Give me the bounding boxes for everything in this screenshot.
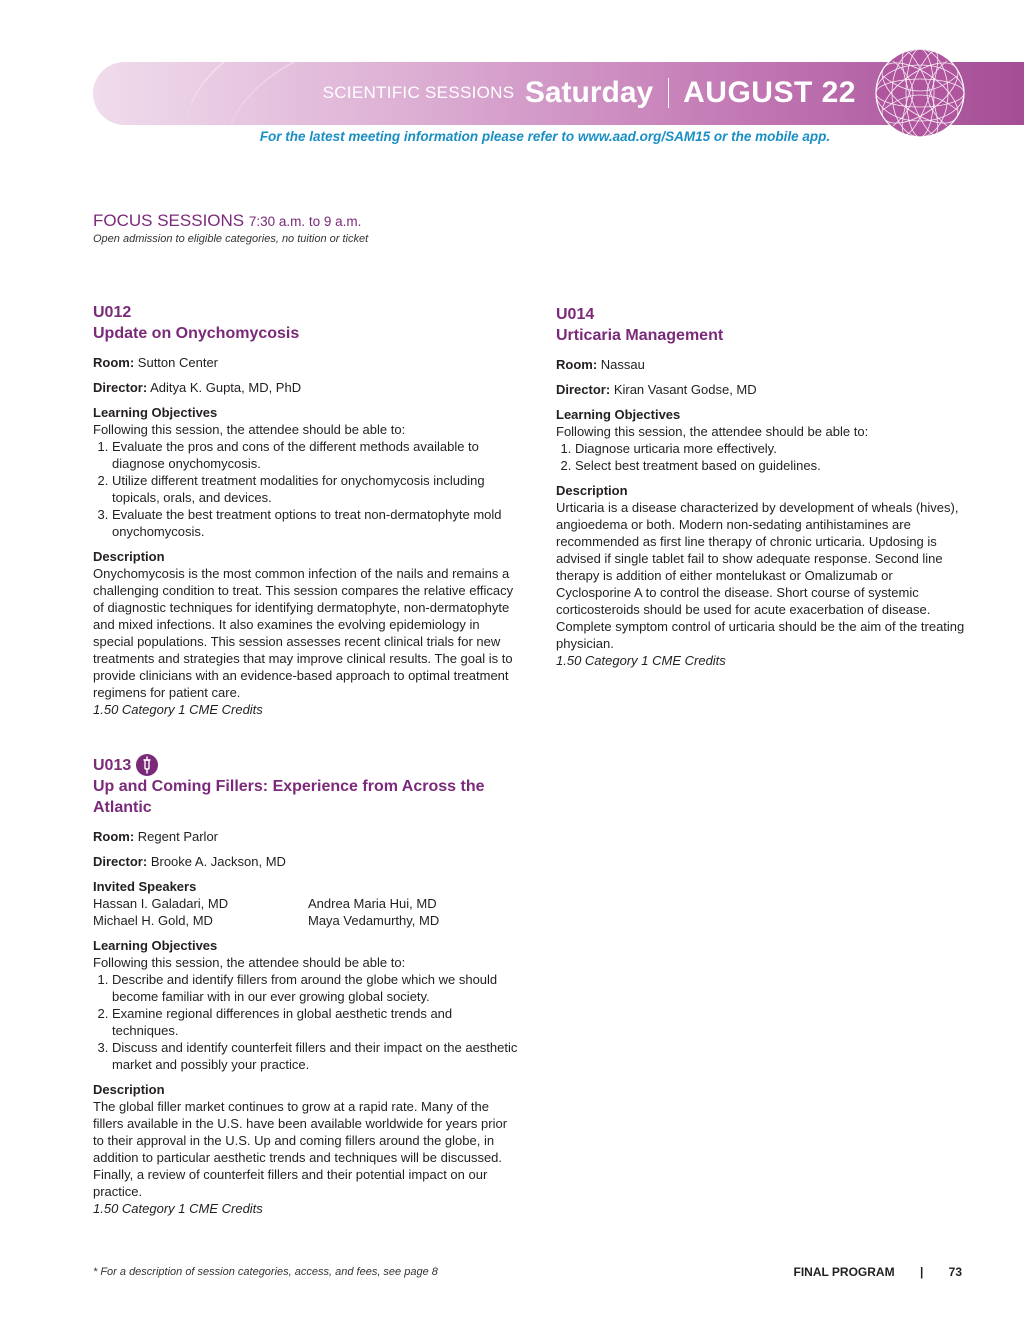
objective-item: 1. Diagnose urticaria more effectively.: [575, 440, 968, 457]
room-label: Room:: [93, 355, 135, 370]
room-label: Room:: [556, 357, 598, 372]
description-text: Urticaria is a disease characterized by development of wheals (hives), angioedema or both. Modern non-sedating antihistamines are recommended as first line therapy of chronic urticaria. Updosing is advised if single tablet fail to show adequate response. Second line therapy is addition of either montelukast or Omalizumab or Cyclosporine A to control the disease. Short course of systemic corticosteroids should be used for acute exacerbation of disease. Complete symptom control of urticaria should be the aim of the treating physician.: [556, 500, 965, 651]
objective-item: 3. Evaluate the best treatment options to treat non-dermatophyte mold onychomycosis.: [112, 506, 518, 540]
speaker-name: Hassan I. Galadari, MD: [93, 896, 229, 911]
session-u014: [556, 304, 968, 669]
objective-item: 2. Examine regional differences in global aesthetic trends and techniques.: [112, 1005, 518, 1039]
objectives-intro: Following this session, the attendee should be able to:: [556, 424, 869, 439]
session-u013: [93, 754, 518, 1217]
cme-credits: 1.50 Category 1 CME Credits: [556, 653, 726, 668]
objective-item: 1. Describe and identify fillers from around the globe which we should become familiar with in our ever growing global society.: [112, 971, 518, 1005]
room-value: Sutton Center: [137, 355, 219, 370]
session-u012: [93, 302, 518, 718]
speaker-name: Andrea Maria Hui, MD: [308, 896, 437, 911]
globe-logo-icon: [873, 46, 967, 140]
focus-title: FOCUS SESSIONS: [93, 211, 245, 230]
session-code: U014: [556, 306, 595, 323]
director-value: Kiran Vasant Godse, MD: [613, 382, 757, 397]
cme-credits: 1.50 Category 1 CME Credits: [93, 1201, 263, 1216]
page-number: 73: [948, 1265, 962, 1279]
footer-note: * For a description of session categories, access, and fees, see page 8: [93, 1266, 438, 1278]
focus-time: 7:30 a.m. to 9 a.m.: [248, 214, 362, 229]
speaker-name: Maya Vedamurthy, MD: [308, 913, 440, 928]
syringe-icon: [136, 754, 158, 776]
objectives-list: [556, 440, 968, 474]
objectives-heading: Learning Objectives: [93, 405, 218, 420]
session-title: Urticaria Management: [556, 327, 724, 344]
objective-item: 2. Select best treatment based on guidelines.: [575, 457, 968, 474]
objectives-heading: Learning Objectives: [556, 407, 681, 422]
focus-subtitle: Open admission to eligible categories, no tuition or ticket: [93, 233, 369, 245]
cme-credits: 1.50 Category 1 CME Credits: [93, 702, 263, 717]
room-value: Regent Parlor: [137, 829, 219, 844]
session-title: Update on Onychomycosis: [93, 325, 300, 342]
description-heading: Description: [93, 549, 165, 564]
program-label: FINAL PROGRAM: [793, 1265, 895, 1279]
room-line: [93, 354, 518, 371]
session-code: U012: [93, 304, 132, 321]
description-heading: Description: [556, 483, 628, 498]
director-label: Director:: [556, 382, 611, 397]
objectives-heading: Learning Objectives: [93, 938, 218, 953]
objectives-intro: Following this session, the attendee should be able to:: [93, 422, 406, 437]
room-value: Nassau: [600, 357, 645, 372]
room-line: [556, 356, 968, 373]
director-line: [93, 379, 518, 396]
session-title: Up and Coming Fillers: Experience from Across the Atlantic: [93, 778, 485, 816]
footer-page-info: [793, 1265, 962, 1279]
objective-item: 2. Utilize different treatment modalities for onychomycosis including topicals, orals, and devices.: [112, 472, 518, 506]
session-code-row: [93, 754, 518, 776]
room-line: [93, 828, 518, 845]
director-line: [556, 381, 968, 398]
director-label: Director:: [93, 380, 148, 395]
room-label: Room:: [93, 829, 135, 844]
objectives-list: [93, 971, 518, 1073]
objectives-list: [93, 438, 518, 540]
speaker-name: Michael H. Gold, MD: [93, 913, 213, 928]
section-label: SCIENTIFIC SESSIONS: [322, 83, 515, 102]
session-code: U013: [93, 756, 132, 774]
banner-title: [323, 74, 856, 112]
speakers-heading: Invited Speakers: [93, 879, 197, 894]
footer-divider: |: [919, 1265, 924, 1279]
tagline: For the latest meeting information please refer to www.aad.org/SAM15 or the mobile app.: [259, 129, 831, 144]
objectives-intro: Following this session, the attendee should be able to:: [93, 955, 406, 970]
title-divider: [668, 78, 669, 108]
description-heading: Description: [93, 1082, 165, 1097]
director-value: Brooke A. Jackson, MD: [150, 854, 286, 869]
director-line: [93, 853, 518, 870]
director-label: Director:: [93, 854, 148, 869]
objective-item: 1. Evaluate the pros and cons of the different methods available to diagnose onychomycosis.: [112, 438, 518, 472]
objective-item: 3. Discuss and identify counterfeit fillers and their impact on the aesthetic market and possibly your practice.: [112, 1039, 518, 1073]
description-text: Onychomycosis is the most common infection of the nails and remains a challenging condition to treat. This session compares the relative efficacy of diagnostic techniques for identifying dermatophyte, non-dermatophyte and mixed infections. It also examines the evolving epidemiology in special populations. This session assesses recent clinical trials for new treatments and strategies that may improve clinical results. The goal is to provide clinicians with an evidence-based approach to optimal treatment regimens for patient care.: [93, 566, 514, 700]
date-label: AUGUST 22: [683, 76, 856, 109]
director-value: Aditya K. Gupta, MD, PhD: [150, 380, 302, 395]
day-label: Saturday: [524, 76, 654, 109]
focus-sessions-heading: [93, 211, 361, 231]
speakers-list: [93, 895, 518, 929]
description-text: The global filler market continues to grow at a rapid rate. Many of the fillers available in the U.S. have been available worldwide for years prior to their approval in the U.S. Up and coming fillers around the globe, in addition to particular aesthetic trends and techniques will be discussed. Finally, a review of counterfeit fillers and their potential impact on our practice.: [93, 1099, 508, 1199]
